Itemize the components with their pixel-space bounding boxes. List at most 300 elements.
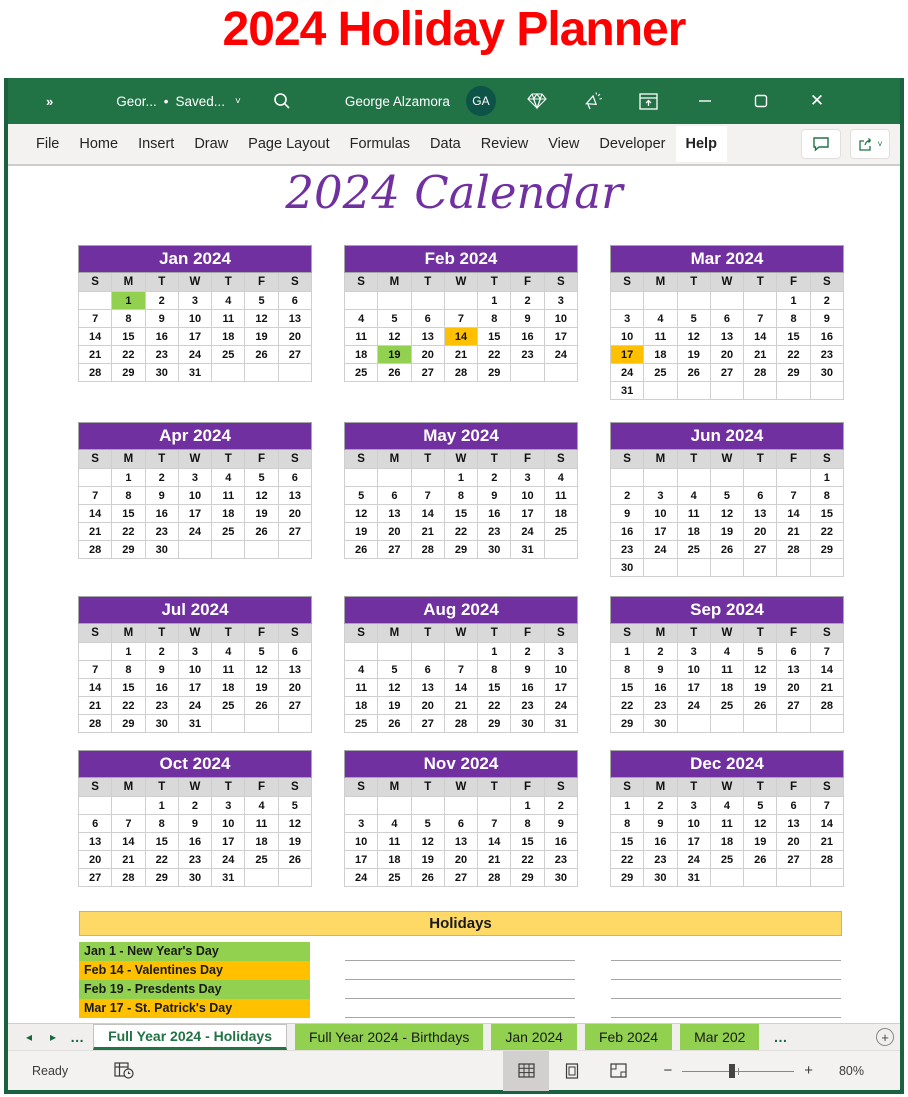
empty-day-cell[interactable] — [710, 715, 743, 733]
day-cell[interactable]: 5 — [378, 661, 411, 679]
day-cell[interactable]: 22 — [478, 697, 511, 715]
zoom-level[interactable]: 80% — [838, 1063, 864, 1078]
day-cell[interactable]: 21 — [810, 679, 843, 697]
day-cell[interactable]: 21 — [478, 851, 511, 869]
day-cell[interactable]: 23 — [145, 697, 178, 715]
day-cell[interactable]: 7 — [810, 643, 843, 661]
day-cell[interactable]: 15 — [611, 679, 644, 697]
day-cell[interactable]: 31 — [178, 715, 211, 733]
day-cell[interactable]: 1 — [611, 643, 644, 661]
empty-day-cell[interactable] — [710, 869, 743, 887]
day-cell[interactable]: 30 — [145, 364, 178, 382]
day-cell[interactable]: 18 — [212, 679, 245, 697]
day-cell[interactable]: 25 — [345, 715, 378, 733]
day-cell[interactable]: 17 — [511, 505, 544, 523]
day-cell[interactable]: 11 — [245, 815, 278, 833]
day-cell[interactable]: 21 — [777, 523, 810, 541]
ribbon-tab-file[interactable]: File — [36, 136, 60, 152]
day-cell[interactable]: 25 — [378, 869, 411, 887]
premium-gem-icon[interactable] — [522, 92, 552, 110]
document-title[interactable] — [116, 94, 241, 109]
day-cell[interactable]: 19 — [378, 697, 411, 715]
day-cell[interactable]: 10 — [544, 661, 577, 679]
empty-day-cell[interactable] — [245, 541, 278, 559]
day-cell[interactable]: 8 — [112, 310, 145, 328]
day-cell[interactable]: 10 — [178, 487, 211, 505]
ribbon-tab-help[interactable]: Help — [676, 126, 727, 162]
day-cell[interactable]: 14 — [810, 661, 843, 679]
empty-day-cell[interactable] — [511, 364, 544, 382]
day-cell[interactable]: 22 — [112, 346, 145, 364]
day-cell[interactable]: 18 — [212, 328, 245, 346]
day-cell[interactable]: 5 — [744, 797, 777, 815]
minimize-button[interactable] — [690, 94, 720, 108]
day-cell[interactable]: 6 — [278, 292, 311, 310]
sheet-tab-jan-2024[interactable]: Jan 2024 — [491, 1024, 577, 1050]
empty-day-cell[interactable] — [744, 869, 777, 887]
day-cell[interactable]: 3 — [345, 815, 378, 833]
day-cell[interactable]: 26 — [744, 851, 777, 869]
page-layout-view-button[interactable] — [549, 1051, 595, 1091]
day-cell[interactable]: 15 — [777, 328, 810, 346]
day-cell[interactable]: 17 — [611, 346, 644, 364]
empty-day-cell[interactable] — [611, 469, 644, 487]
zoom-slider[interactable] — [682, 1064, 794, 1078]
sheet-tab-mar-202[interactable]: Mar 202 — [680, 1024, 759, 1050]
day-cell[interactable]: 10 — [611, 328, 644, 346]
day-cell[interactable]: 4 — [345, 661, 378, 679]
day-cell[interactable]: 24 — [677, 851, 710, 869]
day-cell[interactable]: 16 — [611, 523, 644, 541]
day-cell[interactable]: 3 — [644, 487, 677, 505]
day-cell[interactable]: 5 — [677, 310, 710, 328]
day-cell[interactable]: 17 — [544, 328, 577, 346]
empty-day-cell[interactable] — [677, 715, 710, 733]
day-cell[interactable]: 24 — [511, 523, 544, 541]
empty-day-cell[interactable] — [444, 643, 477, 661]
day-cell[interactable]: 8 — [444, 487, 477, 505]
sheet-tab-full-year-2024-holidays[interactable]: Full Year 2024 - Holidays — [93, 1024, 287, 1050]
add-sheet-button[interactable]: + — [876, 1028, 894, 1046]
day-cell[interactable]: 19 — [278, 833, 311, 851]
day-cell[interactable]: 21 — [444, 346, 477, 364]
day-cell[interactable]: 23 — [511, 697, 544, 715]
normal-view-button[interactable] — [503, 1051, 549, 1091]
day-cell[interactable]: 9 — [644, 661, 677, 679]
share-button[interactable] — [850, 129, 890, 159]
empty-day-cell[interactable] — [378, 469, 411, 487]
empty-day-cell[interactable] — [378, 292, 411, 310]
holiday-entry[interactable]: Feb 14 - Valentines Day — [79, 961, 310, 980]
day-cell[interactable]: 22 — [611, 851, 644, 869]
day-cell[interactable]: 18 — [245, 833, 278, 851]
day-cell[interactable]: 2 — [810, 292, 843, 310]
empty-day-cell[interactable] — [278, 364, 311, 382]
close-button[interactable]: ✕ — [809, 91, 825, 110]
day-cell[interactable]: 29 — [112, 364, 145, 382]
day-cell[interactable]: 9 — [644, 815, 677, 833]
day-cell[interactable]: 29 — [777, 364, 810, 382]
empty-day-cell[interactable] — [677, 559, 710, 577]
day-cell[interactable]: 21 — [79, 346, 112, 364]
day-cell[interactable]: 22 — [511, 851, 544, 869]
day-cell[interactable]: 29 — [112, 541, 145, 559]
day-cell[interactable]: 25 — [212, 523, 245, 541]
day-cell[interactable]: 1 — [810, 469, 843, 487]
day-cell[interactable]: 29 — [478, 715, 511, 733]
empty-day-cell[interactable] — [544, 541, 577, 559]
empty-day-cell[interactable] — [677, 469, 710, 487]
day-cell[interactable]: 6 — [278, 643, 311, 661]
day-cell[interactable]: 5 — [411, 815, 444, 833]
day-cell[interactable]: 27 — [744, 541, 777, 559]
empty-day-cell[interactable] — [444, 797, 477, 815]
day-cell[interactable]: 3 — [212, 797, 245, 815]
day-cell[interactable]: 23 — [644, 851, 677, 869]
day-cell[interactable]: 3 — [511, 469, 544, 487]
empty-holiday-line[interactable] — [345, 961, 575, 980]
ribbon-tab-data[interactable]: Data — [430, 136, 461, 152]
day-cell[interactable]: 9 — [145, 661, 178, 679]
day-cell[interactable]: 18 — [345, 697, 378, 715]
day-cell[interactable]: 10 — [677, 661, 710, 679]
day-cell[interactable]: 23 — [611, 541, 644, 559]
day-cell[interactable]: 20 — [278, 505, 311, 523]
day-cell[interactable]: 17 — [345, 851, 378, 869]
day-cell[interactable]: 28 — [744, 364, 777, 382]
day-cell[interactable]: 17 — [677, 679, 710, 697]
day-cell[interactable]: 17 — [644, 523, 677, 541]
day-cell[interactable]: 17 — [178, 328, 211, 346]
day-cell[interactable]: 27 — [378, 541, 411, 559]
day-cell[interactable]: 18 — [345, 346, 378, 364]
day-cell[interactable]: 28 — [444, 715, 477, 733]
day-cell[interactable]: 11 — [677, 505, 710, 523]
day-cell[interactable]: 11 — [378, 833, 411, 851]
macro-record-icon[interactable] — [114, 1062, 134, 1079]
empty-day-cell[interactable] — [710, 292, 743, 310]
feedback-megaphone-icon[interactable] — [578, 92, 608, 111]
empty-day-cell[interactable] — [345, 292, 378, 310]
day-cell[interactable]: 29 — [444, 541, 477, 559]
comments-button[interactable] — [801, 129, 841, 159]
day-cell[interactable]: 8 — [478, 661, 511, 679]
ribbon-tab-view[interactable]: View — [548, 136, 580, 152]
day-cell[interactable]: 11 — [544, 487, 577, 505]
day-cell[interactable]: 1 — [777, 292, 810, 310]
day-cell[interactable]: 18 — [677, 523, 710, 541]
day-cell[interactable]: 20 — [278, 328, 311, 346]
empty-day-cell[interactable] — [478, 797, 511, 815]
day-cell[interactable]: 29 — [478, 364, 511, 382]
day-cell[interactable]: 15 — [810, 505, 843, 523]
day-cell[interactable]: 27 — [411, 715, 444, 733]
day-cell[interactable]: 2 — [511, 643, 544, 661]
day-cell[interactable]: 2 — [145, 292, 178, 310]
day-cell[interactable]: 12 — [710, 505, 743, 523]
day-cell[interactable]: 22 — [112, 523, 145, 541]
day-cell[interactable]: 29 — [810, 541, 843, 559]
day-cell[interactable]: 6 — [777, 797, 810, 815]
day-cell[interactable]: 2 — [644, 643, 677, 661]
empty-day-cell[interactable] — [810, 382, 843, 400]
zoom-in-button[interactable]: + — [804, 1062, 813, 1079]
day-cell[interactable]: 24 — [178, 523, 211, 541]
empty-day-cell[interactable] — [411, 643, 444, 661]
zoom-out-button[interactable]: − — [663, 1062, 673, 1079]
day-cell[interactable]: 13 — [444, 833, 477, 851]
day-cell[interactable]: 12 — [245, 661, 278, 679]
day-cell[interactable]: 24 — [611, 364, 644, 382]
day-cell[interactable]: 22 — [444, 523, 477, 541]
day-cell[interactable]: 9 — [810, 310, 843, 328]
day-cell[interactable]: 21 — [810, 833, 843, 851]
day-cell[interactable]: 29 — [511, 869, 544, 887]
day-cell[interactable]: 19 — [245, 679, 278, 697]
day-cell[interactable]: 19 — [378, 346, 411, 364]
day-cell[interactable]: 29 — [145, 869, 178, 887]
day-cell[interactable]: 4 — [710, 643, 743, 661]
day-cell[interactable]: 18 — [212, 505, 245, 523]
day-cell[interactable]: 16 — [478, 505, 511, 523]
day-cell[interactable]: 13 — [777, 815, 810, 833]
day-cell[interactable]: 6 — [444, 815, 477, 833]
empty-day-cell[interactable] — [744, 382, 777, 400]
day-cell[interactable]: 21 — [79, 697, 112, 715]
day-cell[interactable]: 30 — [810, 364, 843, 382]
day-cell[interactable]: 15 — [611, 833, 644, 851]
empty-holiday-line[interactable] — [345, 999, 575, 1018]
day-cell[interactable]: 20 — [777, 679, 810, 697]
empty-day-cell[interactable] — [245, 715, 278, 733]
day-cell[interactable]: 14 — [79, 328, 112, 346]
day-cell[interactable]: 30 — [478, 541, 511, 559]
day-cell[interactable]: 5 — [245, 292, 278, 310]
day-cell[interactable]: 7 — [411, 487, 444, 505]
day-cell[interactable]: 10 — [212, 815, 245, 833]
empty-day-cell[interactable] — [777, 869, 810, 887]
day-cell[interactable]: 4 — [212, 292, 245, 310]
holiday-entry[interactable]: Jan 1 - New Year's Day — [79, 942, 310, 961]
day-cell[interactable]: 10 — [178, 661, 211, 679]
empty-day-cell[interactable] — [178, 541, 211, 559]
day-cell[interactable]: 13 — [278, 661, 311, 679]
sheet-tab-feb-2024[interactable]: Feb 2024 — [585, 1024, 672, 1050]
quick-access-overflow-icon[interactable]: » — [46, 93, 55, 109]
day-cell[interactable]: 13 — [278, 487, 311, 505]
day-cell[interactable]: 20 — [411, 346, 444, 364]
ribbon-tab-formulas[interactable]: Formulas — [349, 136, 411, 152]
empty-day-cell[interactable] — [810, 715, 843, 733]
day-cell[interactable]: 27 — [444, 869, 477, 887]
day-cell[interactable]: 4 — [677, 487, 710, 505]
empty-day-cell[interactable] — [744, 292, 777, 310]
day-cell[interactable]: 5 — [744, 643, 777, 661]
holiday-entry[interactable]: Feb 19 - Presdents Day — [79, 980, 310, 999]
day-cell[interactable]: 10 — [677, 815, 710, 833]
day-cell[interactable]: 30 — [544, 869, 577, 887]
day-cell[interactable]: 4 — [245, 797, 278, 815]
ribbon-tab-insert[interactable]: Insert — [138, 136, 175, 152]
day-cell[interactable]: 4 — [212, 643, 245, 661]
day-cell[interactable]: 6 — [744, 487, 777, 505]
day-cell[interactable]: 28 — [411, 541, 444, 559]
day-cell[interactable]: 12 — [245, 487, 278, 505]
day-cell[interactable]: 7 — [777, 487, 810, 505]
day-cell[interactable]: 17 — [544, 679, 577, 697]
ribbon-display-options-icon[interactable] — [634, 93, 664, 110]
day-cell[interactable]: 24 — [345, 869, 378, 887]
day-cell[interactable]: 1 — [145, 797, 178, 815]
sheet-tab-full-year-2024-birthdays[interactable]: Full Year 2024 - Birthdays — [295, 1024, 483, 1050]
day-cell[interactable]: 13 — [777, 661, 810, 679]
day-cell[interactable]: 23 — [644, 697, 677, 715]
day-cell[interactable]: 26 — [378, 715, 411, 733]
day-cell[interactable]: 28 — [810, 851, 843, 869]
day-cell[interactable]: 23 — [145, 523, 178, 541]
day-cell[interactable]: 28 — [478, 869, 511, 887]
day-cell[interactable]: 14 — [478, 833, 511, 851]
day-cell[interactable]: 24 — [178, 697, 211, 715]
day-cell[interactable]: 9 — [511, 310, 544, 328]
day-cell[interactable]: 3 — [178, 469, 211, 487]
day-cell[interactable]: 15 — [112, 328, 145, 346]
day-cell[interactable]: 8 — [145, 815, 178, 833]
day-cell[interactable]: 30 — [644, 715, 677, 733]
day-cell[interactable]: 10 — [544, 310, 577, 328]
empty-day-cell[interactable] — [278, 869, 311, 887]
day-cell[interactable]: 16 — [511, 328, 544, 346]
day-cell[interactable]: 26 — [245, 697, 278, 715]
day-cell[interactable]: 9 — [511, 661, 544, 679]
day-cell[interactable]: 19 — [245, 328, 278, 346]
day-cell[interactable]: 16 — [145, 328, 178, 346]
day-cell[interactable]: 15 — [478, 328, 511, 346]
day-cell[interactable]: 1 — [478, 292, 511, 310]
empty-day-cell[interactable] — [345, 643, 378, 661]
day-cell[interactable]: 19 — [411, 851, 444, 869]
day-cell[interactable]: 23 — [178, 851, 211, 869]
day-cell[interactable]: 13 — [710, 328, 743, 346]
worksheet-canvas[interactable] — [8, 166, 900, 1023]
day-cell[interactable]: 3 — [544, 292, 577, 310]
day-cell[interactable]: 4 — [212, 469, 245, 487]
sheet-tabs-overflow-right[interactable]: … — [773, 1029, 789, 1045]
empty-day-cell[interactable] — [212, 715, 245, 733]
day-cell[interactable]: 1 — [112, 469, 145, 487]
day-cell[interactable]: 9 — [178, 815, 211, 833]
day-cell[interactable]: 16 — [644, 679, 677, 697]
day-cell[interactable]: 26 — [245, 523, 278, 541]
day-cell[interactable]: 7 — [810, 797, 843, 815]
day-cell[interactable]: 19 — [345, 523, 378, 541]
day-cell[interactable]: 19 — [744, 833, 777, 851]
day-cell[interactable]: 16 — [178, 833, 211, 851]
day-cell[interactable]: 13 — [411, 679, 444, 697]
day-cell[interactable]: 11 — [345, 328, 378, 346]
day-cell[interactable]: 28 — [112, 869, 145, 887]
day-cell[interactable]: 2 — [145, 643, 178, 661]
day-cell[interactable]: 15 — [478, 679, 511, 697]
day-cell[interactable]: 22 — [611, 697, 644, 715]
day-cell[interactable]: 14 — [112, 833, 145, 851]
empty-day-cell[interactable] — [810, 559, 843, 577]
zoom-slider-handle[interactable] — [729, 1064, 735, 1078]
day-cell[interactable]: 27 — [278, 697, 311, 715]
day-cell[interactable]: 30 — [145, 541, 178, 559]
day-cell[interactable]: 18 — [710, 833, 743, 851]
day-cell[interactable]: 13 — [378, 505, 411, 523]
day-cell[interactable]: 20 — [444, 851, 477, 869]
day-cell[interactable]: 5 — [278, 797, 311, 815]
day-cell[interactable]: 10 — [178, 310, 211, 328]
empty-day-cell[interactable] — [378, 797, 411, 815]
day-cell[interactable]: 4 — [644, 310, 677, 328]
empty-day-cell[interactable] — [212, 364, 245, 382]
day-cell[interactable]: 17 — [178, 679, 211, 697]
day-cell[interactable]: 17 — [677, 833, 710, 851]
day-cell[interactable]: 22 — [777, 346, 810, 364]
sheet-nav-next-icon[interactable]: ▸ — [50, 1030, 57, 1044]
day-cell[interactable]: 10 — [511, 487, 544, 505]
empty-day-cell[interactable] — [710, 469, 743, 487]
day-cell[interactable]: 31 — [677, 869, 710, 887]
day-cell[interactable]: 4 — [544, 469, 577, 487]
day-cell[interactable]: 11 — [212, 487, 245, 505]
sheet-nav-prev-icon[interactable]: ◂ — [26, 1030, 33, 1044]
day-cell[interactable]: 25 — [710, 697, 743, 715]
day-cell[interactable]: 1 — [511, 797, 544, 815]
ribbon-tab-review[interactable]: Review — [480, 136, 529, 152]
day-cell[interactable]: 31 — [511, 541, 544, 559]
day-cell[interactable]: 19 — [677, 346, 710, 364]
day-cell[interactable]: 26 — [744, 697, 777, 715]
empty-holiday-line[interactable] — [611, 961, 841, 980]
day-cell[interactable]: 27 — [411, 364, 444, 382]
empty-day-cell[interactable] — [411, 292, 444, 310]
day-cell[interactable]: 1 — [478, 643, 511, 661]
day-cell[interactable]: 3 — [544, 643, 577, 661]
day-cell[interactable]: 12 — [245, 310, 278, 328]
day-cell[interactable]: 7 — [79, 310, 112, 328]
day-cell[interactable]: 2 — [145, 469, 178, 487]
day-cell[interactable]: 20 — [777, 833, 810, 851]
day-cell[interactable]: 31 — [611, 382, 644, 400]
empty-day-cell[interactable] — [710, 382, 743, 400]
day-cell[interactable]: 23 — [145, 346, 178, 364]
day-cell[interactable]: 20 — [79, 851, 112, 869]
empty-day-cell[interactable] — [710, 559, 743, 577]
day-cell[interactable]: 7 — [744, 310, 777, 328]
day-cell[interactable]: 25 — [212, 697, 245, 715]
empty-day-cell[interactable] — [744, 715, 777, 733]
day-cell[interactable]: 14 — [810, 815, 843, 833]
day-cell[interactable]: 25 — [345, 364, 378, 382]
day-cell[interactable]: 28 — [79, 715, 112, 733]
day-cell[interactable]: 15 — [112, 505, 145, 523]
day-cell[interactable]: 12 — [345, 505, 378, 523]
day-cell[interactable]: 25 — [644, 364, 677, 382]
day-cell[interactable]: 27 — [777, 697, 810, 715]
day-cell[interactable]: 13 — [411, 328, 444, 346]
day-cell[interactable]: 22 — [810, 523, 843, 541]
empty-holiday-line[interactable] — [345, 980, 575, 999]
day-cell[interactable]: 1 — [112, 643, 145, 661]
day-cell[interactable]: 12 — [378, 328, 411, 346]
day-cell[interactable]: 16 — [644, 833, 677, 851]
day-cell[interactable]: 6 — [411, 661, 444, 679]
day-cell[interactable]: 25 — [544, 523, 577, 541]
